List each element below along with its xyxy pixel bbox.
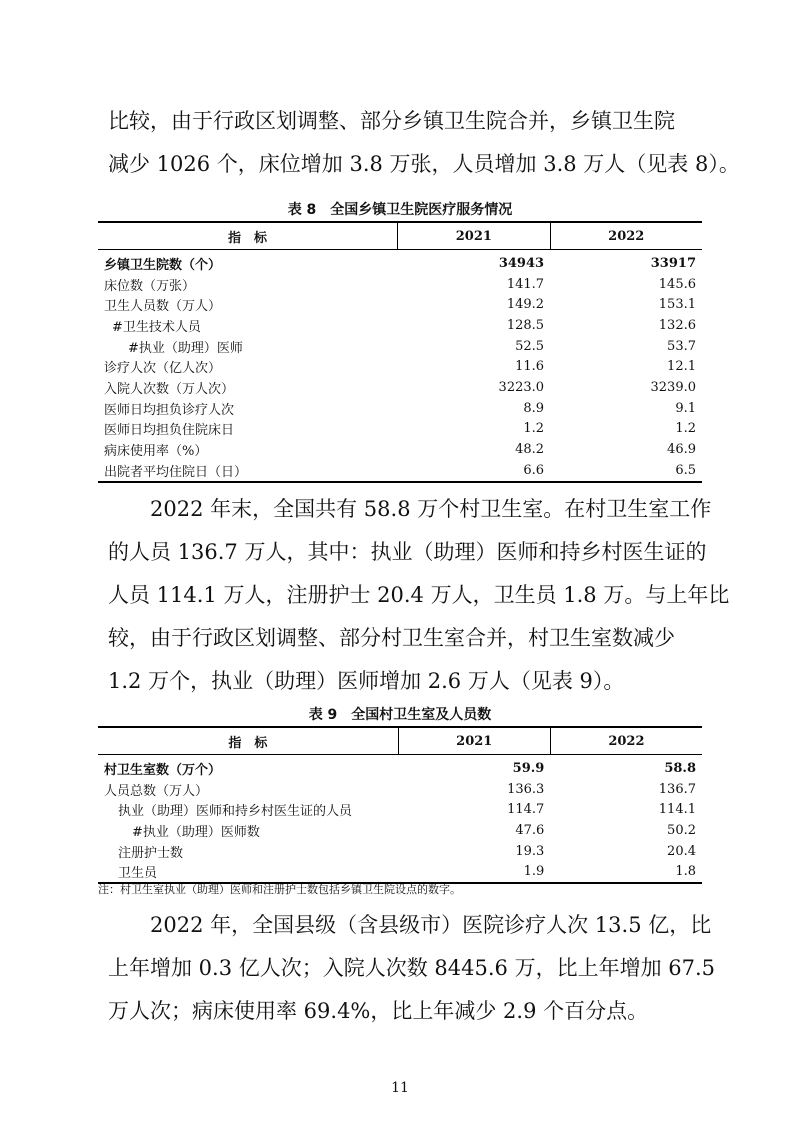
row-label: 出院者平均住院日（日） — [98, 460, 398, 482]
text-line: 减少 1026 个，床位增加 3.8 万张，人员增加 3.8 万人（见表 8）。 — [108, 152, 740, 176]
value-2022: 9.1 — [675, 400, 696, 416]
row-label: #执业（助理）医师 — [128, 340, 243, 356]
row-label: 执业（助理）医师和持乡村医生证的人员 — [118, 804, 353, 820]
value-2022: 6.5 — [550, 460, 702, 482]
value-2022: 153.1 — [658, 297, 696, 313]
table-row — [98, 460, 702, 482]
table-row — [98, 315, 702, 336]
row-label: #卫生技术人员 — [112, 319, 201, 335]
value-2021: 11.6 — [515, 359, 545, 375]
row-label: 村卫生室数（万个） — [104, 762, 222, 778]
value-2022: 1.8 — [550, 861, 702, 883]
value-2022: 114.1 — [658, 802, 696, 818]
page-number: 11 — [391, 1080, 409, 1096]
row-label: 床位数（万张） — [104, 278, 196, 294]
text-line: 人员 114.1 万人，注册护士 20.4 万人，卫生员 1.8 万。与上年比 — [108, 583, 730, 607]
value-2021: 114.7 — [507, 802, 545, 818]
table-header-row — [98, 222, 702, 250]
row-label: 病床使用率（%） — [104, 444, 208, 460]
text-line: 较，由于行政区划调整、部分村卫生室合并，村卫生室数减少 — [108, 626, 675, 650]
value-2021: 141.7 — [506, 276, 545, 292]
row-label: 诊疗人次（亿人次） — [104, 361, 222, 377]
text-line: 上年增加 0.3 亿人次；入院人次数 8445.6 万，比上年增加 67.5 — [108, 956, 716, 980]
value-2022: 12.1 — [667, 359, 696, 375]
table9-note: 注：村卫生室执业（助理）医师和注册护士数包括乡镇卫生院设点的数字。 — [98, 883, 461, 896]
value-2022: 58.8 — [664, 760, 696, 776]
text-line: 的人员 136.7 万人，其中：执业（助理）医师和持乡村医生证的 — [108, 540, 707, 564]
row-label: 卫生人员数（万人） — [104, 299, 222, 315]
value-2022: 20.4 — [667, 843, 696, 859]
table8 — [98, 221, 702, 483]
value-2021: 3223.0 — [498, 379, 545, 395]
column-header-indicator: 指 标 — [98, 222, 398, 250]
table-row — [98, 398, 702, 419]
table9 — [98, 726, 702, 884]
table-header-row — [98, 727, 702, 755]
text-line: 2022 年末，全国共有 58.8 万个村卫生室。在村卫生室工作 — [150, 497, 712, 521]
value-2021: 19.3 — [515, 843, 545, 859]
row-label: 入院人次数（万人次） — [104, 381, 235, 397]
value-2021: 1.9 — [398, 861, 550, 883]
table-row — [98, 779, 702, 800]
column-header-2021: 2021 — [398, 222, 550, 250]
row-label: 乡镇卫生院数（个） — [104, 257, 222, 273]
text-line: 2022 年，全国县级（含县级市）医院诊疗人次 13.5 亿，比 — [150, 913, 712, 937]
paragraph-township-summary — [108, 100, 740, 186]
value-2021: 52.5 — [515, 338, 545, 354]
value-2022: 46.9 — [667, 442, 696, 458]
row-label: #执业（助理）医师数 — [132, 824, 260, 840]
value-2022: 145.6 — [658, 276, 696, 292]
value-2022: 1.2 — [675, 421, 696, 437]
value-2021: 136.3 — [507, 781, 545, 797]
row-label: 卫生员 — [98, 861, 398, 883]
text-line: 比较，由于行政区划调整、部分乡镇卫生院合并，乡镇卫生院 — [108, 109, 675, 133]
table-row — [98, 294, 702, 315]
column-header-2022: 2022 — [550, 727, 702, 755]
paragraph-county-hospitals — [108, 904, 716, 1033]
table-row — [98, 274, 702, 295]
table-row — [98, 755, 702, 779]
table8-caption: 表 8 全国乡镇卫生院医疗服务情况 — [287, 202, 513, 218]
table-row — [98, 799, 702, 820]
value-2021: 6.6 — [398, 460, 550, 482]
text-line: 万人次；病床使用率 69.4%，比上年减少 2.9 个百分点。 — [108, 999, 649, 1023]
column-header-2022: 2022 — [550, 222, 702, 250]
value-2021: 34943 — [498, 255, 545, 271]
table-row — [98, 377, 702, 398]
table-row — [98, 419, 702, 440]
row-label: 医师日均担负住院床日 — [104, 423, 235, 439]
value-2021: 128.5 — [506, 317, 545, 333]
row-label: 人员总数（万人） — [104, 783, 209, 799]
paragraph-village-clinics — [108, 488, 730, 703]
column-header-2021: 2021 — [398, 727, 550, 755]
value-2022: 33917 — [650, 255, 696, 271]
row-label: 注册护士数 — [118, 845, 184, 861]
value-2021: 149.2 — [506, 297, 545, 313]
table-row — [98, 439, 702, 460]
value-2022: 3239.0 — [650, 379, 696, 395]
table-row — [98, 250, 702, 274]
table-row — [98, 356, 702, 377]
row-label: 医师日均担负诊疗人次 — [104, 402, 235, 418]
value-2021: 47.6 — [515, 822, 545, 838]
value-2022: 53.7 — [667, 338, 696, 354]
value-2021: 1.2 — [523, 421, 545, 437]
table-row — [98, 841, 702, 862]
value-2022: 50.2 — [667, 822, 696, 838]
table-row — [98, 820, 702, 841]
column-header-indicator: 指 标 — [98, 727, 398, 755]
text-line: 1.2 万个，执业（助理）医师增加 2.6 万人（见表 9）。 — [108, 669, 625, 693]
table9-caption: 表 9 全国村卫生室及人员数 — [308, 707, 492, 723]
table-row — [98, 336, 702, 357]
table-row — [98, 861, 702, 883]
value-2022: 136.7 — [658, 781, 696, 797]
value-2022: 132.6 — [658, 317, 696, 333]
value-2021: 48.2 — [515, 442, 545, 458]
value-2021: 59.9 — [512, 760, 545, 776]
value-2021: 8.9 — [523, 400, 545, 416]
